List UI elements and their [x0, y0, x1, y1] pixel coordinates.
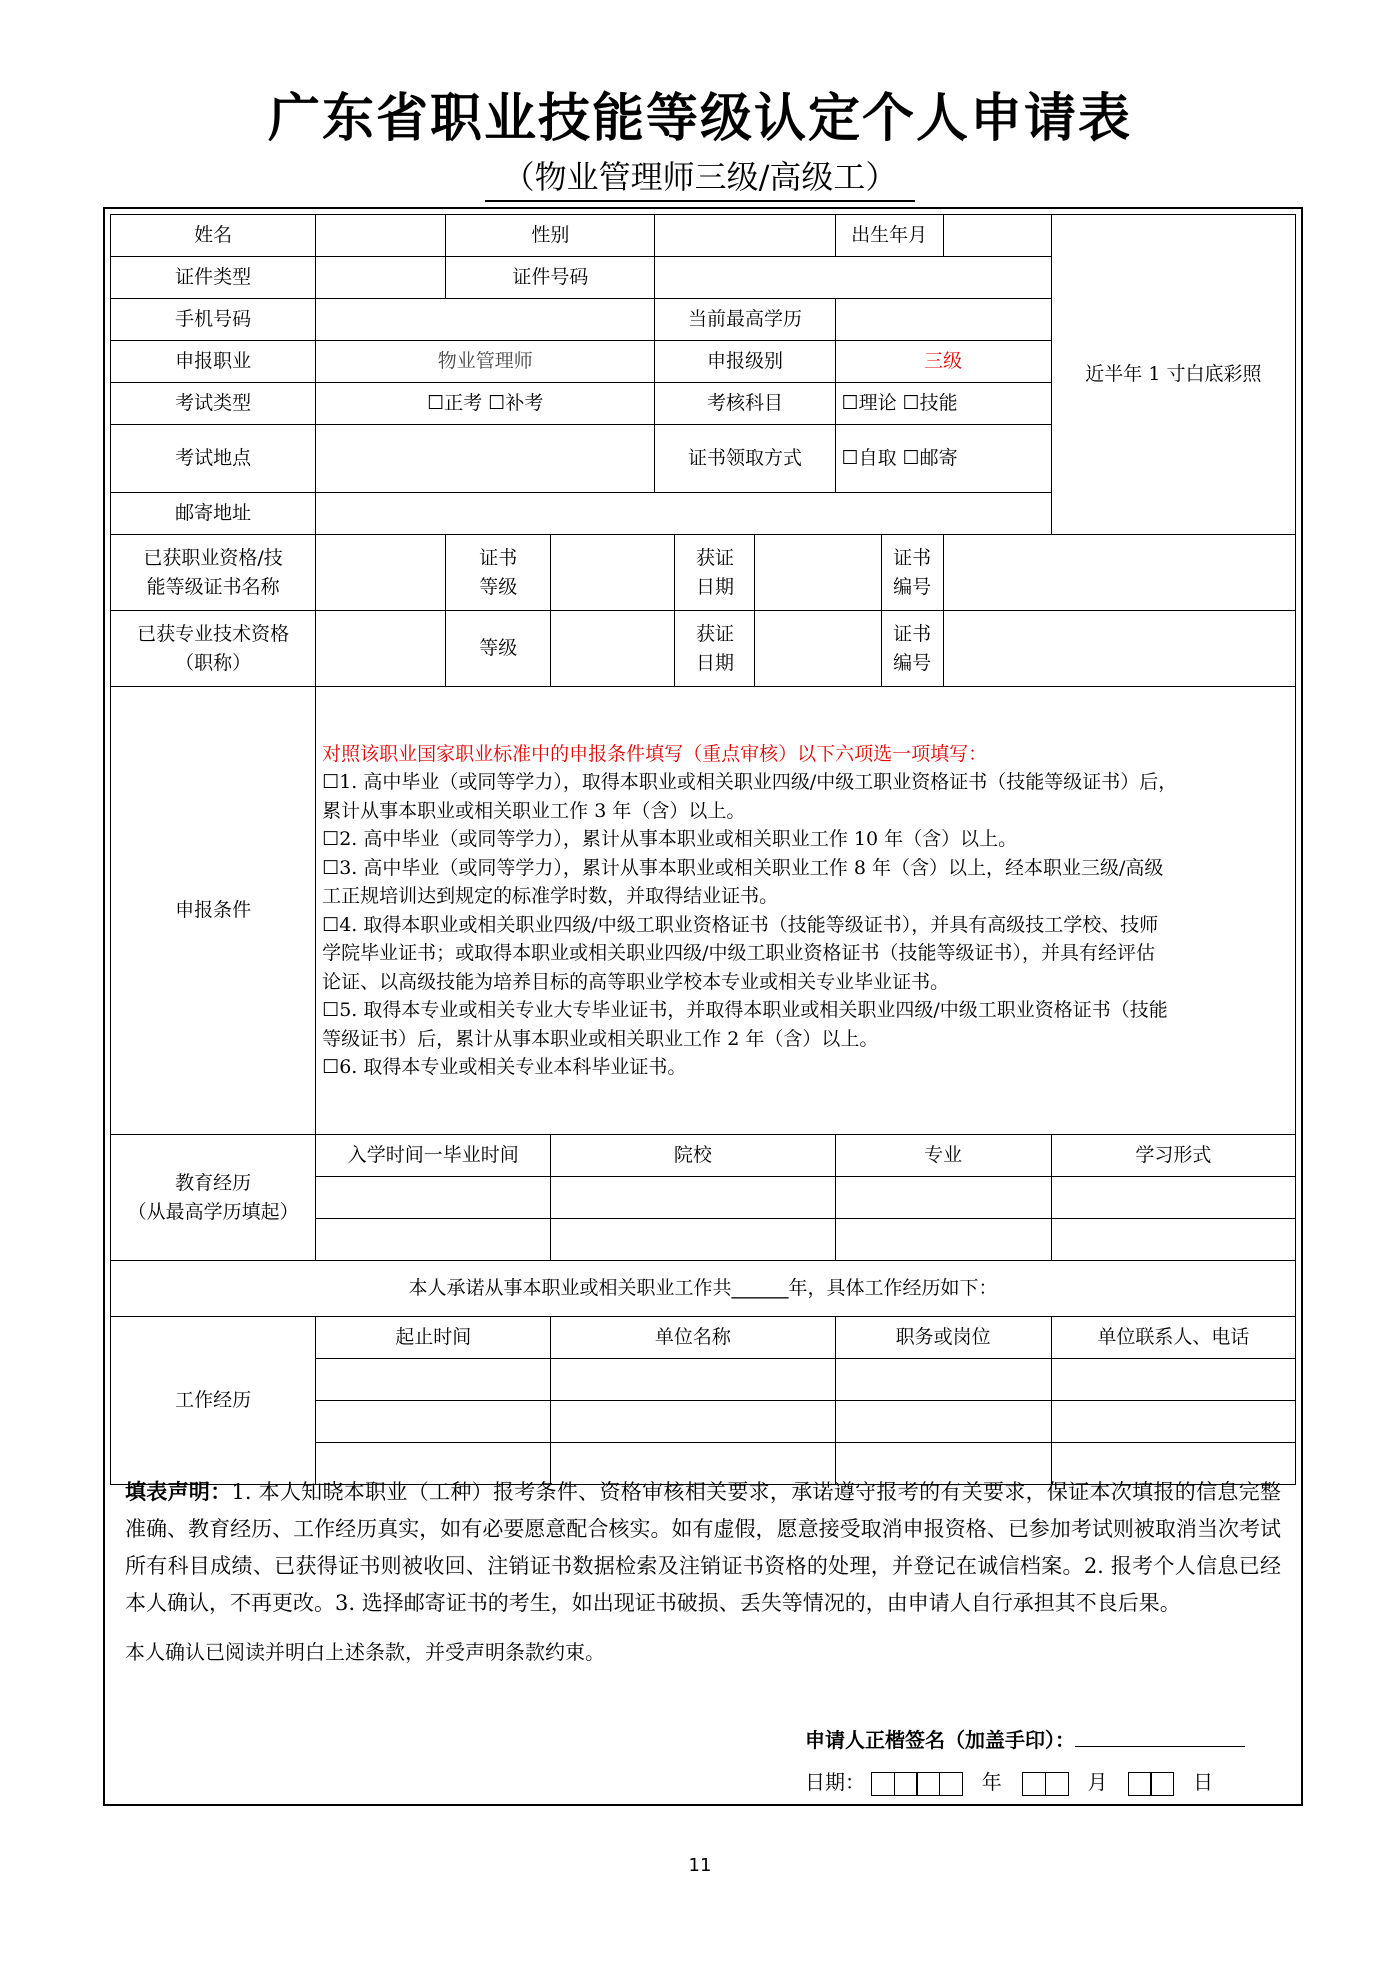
cert-level-line1: 证书: [479, 547, 518, 569]
year-label: 年: [981, 1770, 1002, 1794]
label-cert-method: 证书领取方式: [655, 425, 835, 493]
pro-title-line2: （职称）: [175, 651, 252, 674]
date-label: 日期：: [805, 1770, 865, 1794]
signature-line[interactable]: [1075, 1724, 1245, 1747]
edu-school-cell[interactable]: [551, 1219, 835, 1261]
cert-no-field[interactable]: [943, 535, 1295, 611]
condition-4-cont-a: 学院毕业证书；或取得本职业或相关职业四级/中级工职业资格证书（技能等级证书），并具有经评估: [322, 942, 1156, 964]
exam-type-options[interactable]: ☐正考 ☐补考: [316, 383, 655, 425]
edu-period-cell[interactable]: [316, 1219, 551, 1261]
header-position: 职务或岗位: [835, 1317, 1051, 1359]
signature-label: 申请人正楷签名（加盖手印）：: [805, 1728, 1075, 1752]
education-field[interactable]: [835, 299, 1051, 341]
label-phone: 手机号码: [111, 299, 316, 341]
header-employer: 单位名称: [551, 1317, 835, 1359]
conditions-instruction: 对照该职业国家职业标准中的申报条件填写（重点审核）以下六项选一项填写：: [322, 742, 988, 765]
condition-4-checkbox[interactable]: ☐4. 取得本职业或相关职业四级/中级工职业资格证书（技能等级证书），并具有高级技工学校、技师: [322, 913, 1159, 936]
issue-date-field[interactable]: [755, 535, 881, 611]
qual-cert-field[interactable]: [316, 535, 446, 611]
label-pro-title: [111, 611, 316, 687]
header-work-period: 起止时间: [316, 1317, 551, 1359]
exam-place-field[interactable]: [316, 425, 655, 493]
work-contact-cell[interactable]: [1051, 1359, 1295, 1401]
label-grade: 等级: [446, 611, 551, 687]
header-contact: 单位联系人、电话: [1051, 1317, 1295, 1359]
label-exam-type: 考试类型: [111, 383, 316, 425]
header-major: 专业: [835, 1135, 1051, 1177]
declaration-confirm: 本人确认已阅读并明白上述条款，并受声明条款约束。: [125, 1640, 605, 1664]
pro-title-line1: 已获专业技术资格: [137, 623, 290, 645]
subtitle-text: （物业管理师三级/高级工）: [485, 152, 916, 202]
phone-field[interactable]: [316, 299, 655, 341]
work-employer-cell[interactable]: [551, 1401, 835, 1443]
declaration-text: [125, 1474, 1281, 1622]
edu-major-cell[interactable]: [835, 1219, 1051, 1261]
level-value: 三级: [835, 341, 1051, 383]
application-form-table: [110, 214, 1296, 1485]
photo-hint: 近半年 1 寸白底彩照: [1085, 363, 1262, 386]
day-label: 日: [1193, 1770, 1214, 1794]
label-subject: 考核科目: [655, 383, 835, 425]
declaration-label: 填表声明：: [125, 1480, 232, 1504]
label-qual-cert: [111, 535, 316, 611]
label-issue-date: [675, 535, 755, 611]
label-cert-level: [446, 535, 551, 611]
label-edu-history: [111, 1135, 316, 1261]
form-subtitle: [0, 152, 1400, 202]
label-birth: 出生年月: [835, 215, 943, 257]
signature-row: [805, 1724, 1245, 1753]
condition-3-cont: 工正规培训达到规定的标准学时数，并取得结业证书。: [322, 885, 779, 907]
pro-issue-date-field[interactable]: [755, 611, 881, 687]
label-name: 姓名: [111, 215, 316, 257]
edu-period-cell[interactable]: [316, 1177, 551, 1219]
work-period-cell[interactable]: [316, 1359, 551, 1401]
cert-no-line1: 证书: [893, 547, 932, 569]
cert-method-options[interactable]: ☐自取 ☐邮寄: [835, 425, 1051, 493]
work-position-cell[interactable]: [835, 1359, 1051, 1401]
edu-major-cell[interactable]: [835, 1177, 1051, 1219]
label-level: 申报级别: [655, 341, 835, 383]
declaration-body: 1. 本人知晓本职业（工种）报考条件、资格审核相关要求，承诺遵守报考的有关要求，保证本次填报的信息完整准确、教育经历、工作经历真实，如有必要愿意配合核实。如有虚假，愿意接受取消申报资格、已参加考试则被取消当次考试所有科目成绩、已获得证书则被收回、注销证书数据检索及注销证书资格的处理，并登记在诚信档案。2. 报考个人信息已经本人确认，不再更改。3. 选择邮寄证书的考生，如出现证书破损、丢失等情况的，由申请人自行承担其不良后果。: [125, 1480, 1281, 1615]
label-id-type: 证件类型: [111, 257, 316, 299]
day-boxes[interactable]: [1128, 1770, 1173, 1794]
form-frame: [103, 207, 1303, 1806]
date-row: [805, 1766, 1213, 1796]
header-edu-period: 入学时间一毕业时间: [316, 1135, 551, 1177]
cert-no-line2: 编号: [893, 575, 932, 598]
pro-title-field[interactable]: [316, 611, 446, 687]
pro-issue-date-line1: 获证: [695, 623, 734, 645]
grade-field[interactable]: [551, 611, 675, 687]
birth-field[interactable]: [943, 215, 1051, 257]
label-id-no: 证件号码: [446, 257, 655, 299]
label-cert-no: [881, 535, 943, 611]
condition-6-checkbox[interactable]: ☐6. 取得本专业或相关专业本科毕业证书。: [322, 1056, 687, 1078]
photo-box[interactable]: [1051, 215, 1295, 535]
pro-cert-no-line2: 编号: [893, 651, 932, 674]
label-education: 当前最高学历: [655, 299, 835, 341]
label-exam-place: 考试地点: [111, 425, 316, 493]
gender-field[interactable]: [655, 215, 835, 257]
month-boxes[interactable]: [1022, 1770, 1067, 1794]
condition-2-checkbox[interactable]: ☐2. 高中毕业（或同等学力），累计从事本职业或相关职业工作 10 年（含）以上。: [322, 828, 1018, 850]
work-commitment[interactable]: 本人承诺从事本职业或相关职业工作共______年，具体工作经历如下：: [111, 1261, 1296, 1317]
pro-cert-no-field[interactable]: [943, 611, 1295, 687]
label-conditions: 申报条件: [111, 687, 316, 1135]
header-study-form: 学习形式: [1051, 1135, 1295, 1177]
declaration-section: [115, 1474, 1291, 1665]
edu-form-cell[interactable]: [1051, 1177, 1295, 1219]
qual-cert-line1: 已获职业资格/技: [143, 547, 283, 569]
pro-issue-date-line2: 日期: [695, 651, 734, 674]
month-label: 月: [1087, 1770, 1108, 1794]
work-employer-cell[interactable]: [551, 1359, 835, 1401]
issue-date-line2: 日期: [695, 575, 734, 598]
id-type-field[interactable]: [316, 257, 446, 299]
occupation-value: 物业管理师: [316, 341, 655, 383]
issue-date-line1: 获证: [695, 547, 734, 569]
work-contact-cell[interactable]: [1051, 1401, 1295, 1443]
work-position-cell[interactable]: [835, 1401, 1051, 1443]
page-number: 11: [688, 1855, 712, 1876]
id-no-field[interactable]: [655, 257, 1051, 299]
header-school: 院校: [551, 1135, 835, 1177]
mail-addr-field[interactable]: [316, 493, 1296, 535]
label-pro-cert-no: [881, 611, 943, 687]
subject-options[interactable]: ☐理论 ☐技能: [835, 383, 1051, 425]
label-pro-issue-date: [675, 611, 755, 687]
year-boxes[interactable]: [871, 1770, 961, 1794]
form-title: 广东省职业技能等级认定个人申请表: [267, 89, 1132, 149]
name-field[interactable]: [316, 215, 446, 257]
label-gender: 性别: [446, 215, 655, 257]
conditions-list: [316, 687, 1296, 1135]
cert-level-field[interactable]: [551, 535, 675, 611]
condition-4-cont-b: 论证、以高级技能为培养目标的高等职业学校本专业或相关专业毕业证书。: [322, 970, 950, 993]
cert-level-line2: 等级: [479, 575, 518, 598]
work-period-cell[interactable]: [316, 1401, 551, 1443]
edu-history-line2: （从最高学历填起）: [127, 1200, 299, 1223]
condition-5-checkbox[interactable]: ☐5. 取得本专业或相关专业大专毕业证书，并取得本职业或相关职业四级/中级工职业资格证书（技能: [322, 999, 1168, 1021]
label-work-history: 工作经历: [111, 1317, 316, 1485]
edu-form-cell[interactable]: [1051, 1219, 1295, 1261]
qual-cert-line2: 能等级证书名称: [146, 575, 280, 598]
label-mail-addr: 邮寄地址: [111, 493, 316, 535]
label-occupation: 申报职业: [111, 341, 316, 383]
condition-5-cont: 等级证书）后，累计从事本职业或相关职业工作 2 年（含）以上。: [322, 1027, 879, 1050]
edu-history-line1: 教育经历: [175, 1172, 252, 1194]
condition-1-checkbox[interactable]: ☐1. 高中毕业（或同等学力），取得本职业或相关职业四级/中级工职业资格证书（技能等级证书）后，: [322, 771, 1178, 793]
edu-school-cell[interactable]: [551, 1177, 835, 1219]
condition-1-cont: 累计从事本职业或相关职业工作 3 年（含）以上。: [322, 799, 746, 822]
pro-cert-no-line1: 证书: [893, 623, 932, 645]
condition-3-checkbox[interactable]: ☐3. 高中毕业（或同等学力），累计从事本职业或相关职业工作 8 年（含）以上，经本职业三级/高级: [322, 856, 1164, 879]
